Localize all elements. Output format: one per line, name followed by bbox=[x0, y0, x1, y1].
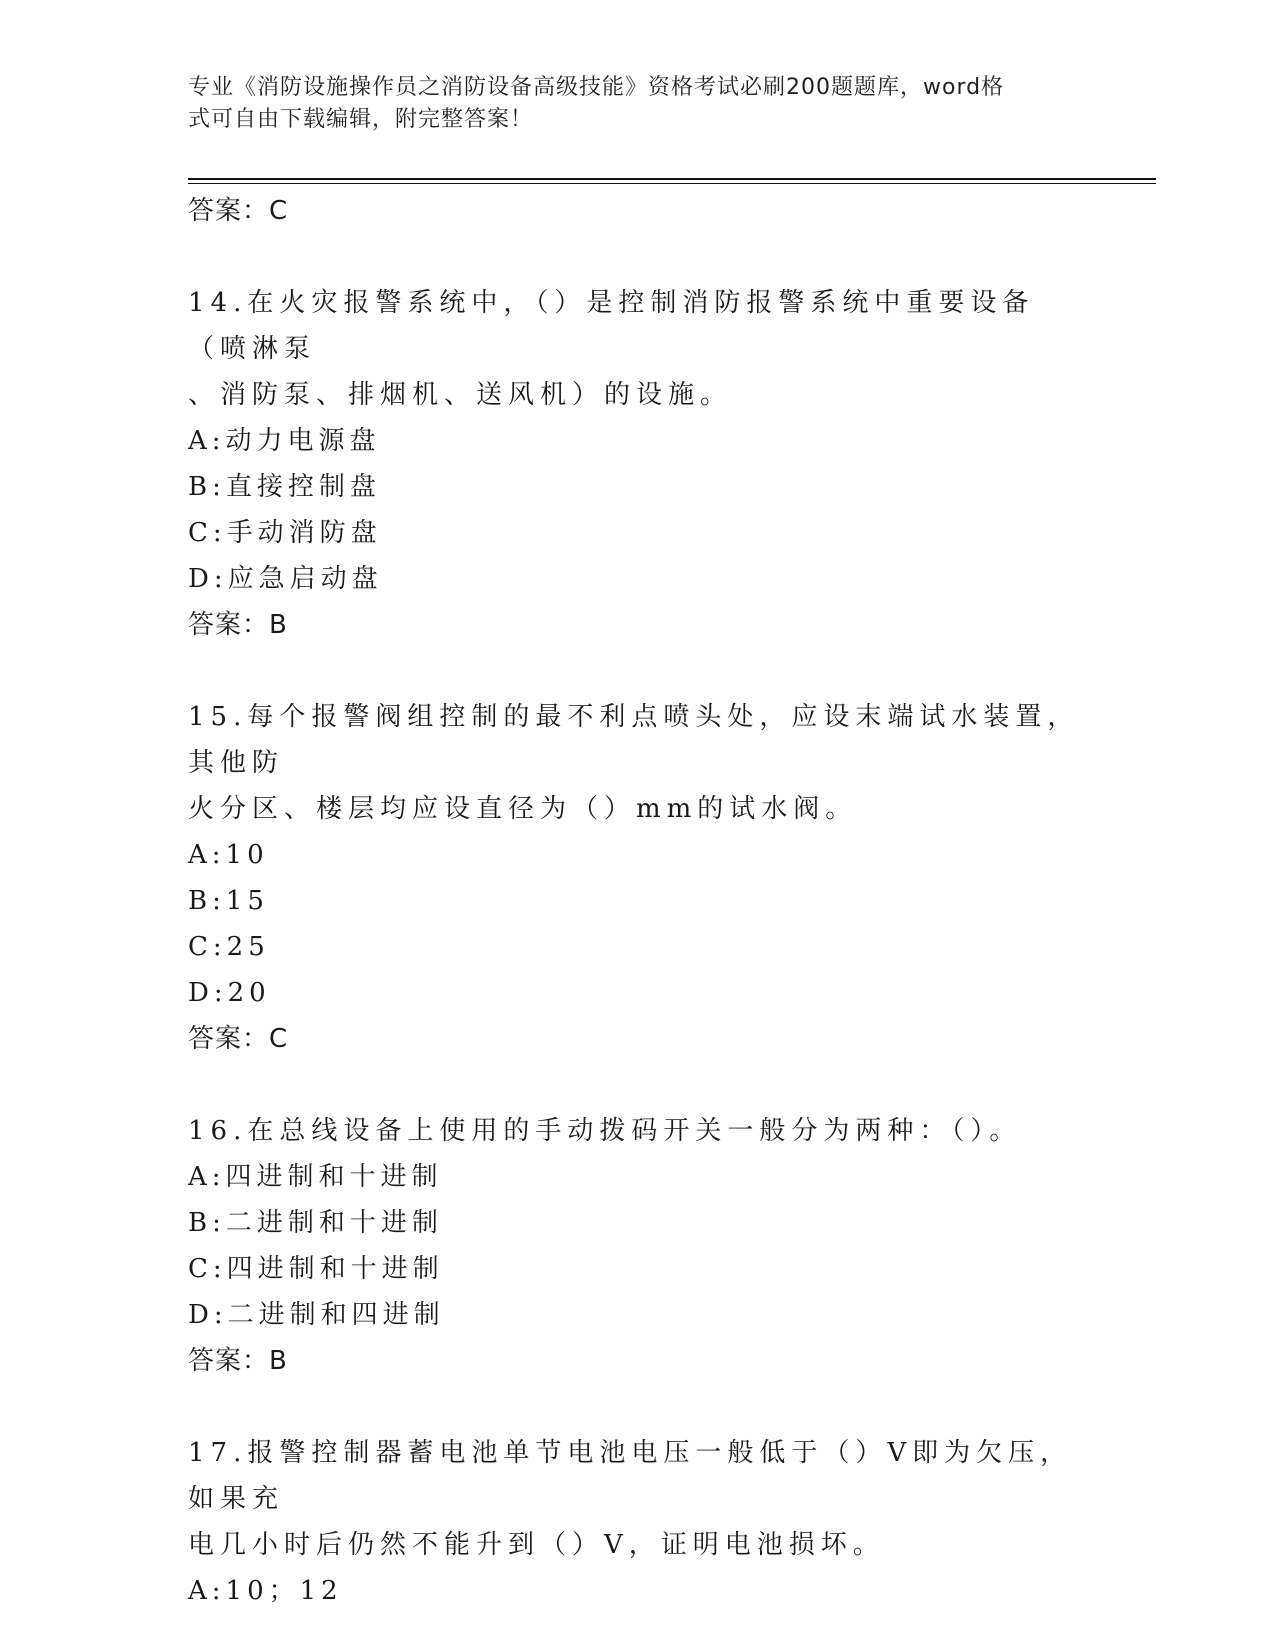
header-divider-thick bbox=[188, 178, 1156, 180]
question-stem-line-1: 16.在总线设备上使用的手动拨码开关一般分为两种：（）。 bbox=[188, 1116, 1022, 1146]
question-block-14 bbox=[188, 280, 1088, 648]
previous-answer: 答案：C bbox=[188, 196, 289, 226]
answer: 答案：B bbox=[188, 610, 288, 640]
answer: 答案：B bbox=[188, 1346, 288, 1376]
option-a: A:动力电源盘 bbox=[188, 426, 381, 456]
question-list bbox=[188, 188, 1088, 1614]
header-line-2: 式可自由下载编辑，附完整答案！ bbox=[188, 107, 534, 132]
option-b: B:直接控制盘 bbox=[188, 472, 381, 502]
header-divider-thin bbox=[188, 183, 1156, 184]
option-c: C:手动消防盘 bbox=[188, 518, 382, 548]
question-stem-line-1: 17.报警控制器蓄电池单节电池电压一般低于（）V即为欠压，如果充 bbox=[188, 1438, 1073, 1514]
header-line-1: 专业《消防设施操作员之消防设备高级技能》资格考试必刷200题题库，word格 bbox=[188, 75, 1005, 100]
document-header bbox=[188, 72, 1068, 136]
option-d: D:二进制和四进制 bbox=[188, 1300, 445, 1330]
question-block-15 bbox=[188, 694, 1088, 1062]
option-c: C:四进制和十进制 bbox=[188, 1254, 444, 1284]
question-stem-line-1: 15.每个报警阀组控制的最不利点喷头处，应设末端试水装置，其他防 bbox=[188, 702, 1080, 778]
option-b: B:二进制和十进制 bbox=[188, 1208, 443, 1238]
option-d: D:20 bbox=[188, 978, 271, 1008]
option-d: D:应急启动盘 bbox=[188, 564, 383, 594]
question-stem bbox=[188, 1108, 1088, 1154]
question-stem bbox=[188, 280, 1088, 418]
question-block-16 bbox=[188, 1108, 1088, 1384]
option-b: B:15 bbox=[188, 886, 269, 916]
question-stem-line-1: 14.在火灾报警系统中，（）是控制消防报警系统中重要设备（喷淋泵 bbox=[188, 288, 1035, 364]
answer: 答案：C bbox=[188, 1024, 289, 1054]
question-stem bbox=[188, 694, 1088, 832]
question-stem bbox=[188, 1430, 1088, 1568]
option-c: C:25 bbox=[188, 932, 270, 962]
option-a: A:10；12 bbox=[188, 1576, 343, 1606]
option-a: A:四进制和十进制 bbox=[188, 1162, 443, 1192]
question-stem-line-2: 电几小时后仍然不能升到（）V，证明电池损坏。 bbox=[188, 1530, 885, 1560]
question-stem-line-2: 火分区、楼层均应设直径为（）mm的试水阀。 bbox=[188, 794, 858, 824]
question-stem-line-2: 、消防泵、排烟机、送风机）的设施。 bbox=[188, 380, 733, 410]
option-a: A:10 bbox=[188, 840, 269, 870]
question-block-17 bbox=[188, 1430, 1088, 1614]
